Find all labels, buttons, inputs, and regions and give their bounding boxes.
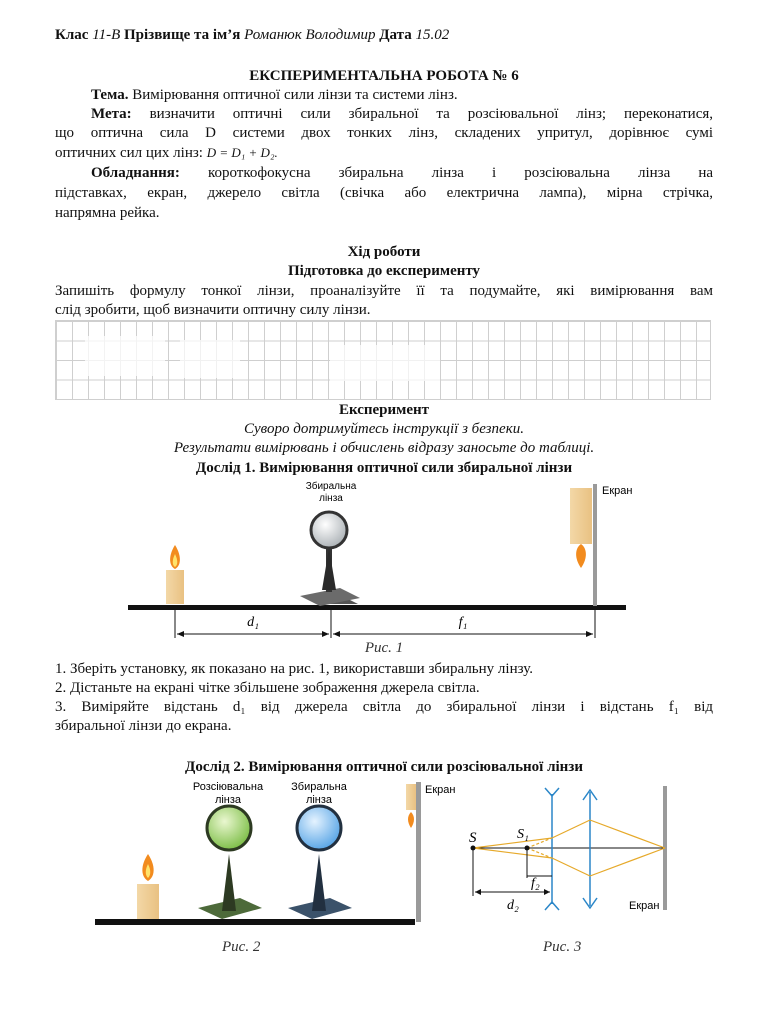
- goal-label: Мета:: [91, 106, 132, 122]
- date-value: 15.02: [415, 27, 450, 43]
- procedure-title: Хід роботи: [347, 244, 421, 260]
- goal-line-1: [55, 105, 713, 124]
- candle-2-icon: [137, 854, 159, 919]
- experiment-title: Експеримент: [338, 402, 430, 418]
- exp2-screen-label: Екран: [425, 784, 456, 796]
- faded-handwriting-3: [330, 345, 440, 381]
- converging-lens-2-icon: [288, 806, 352, 919]
- s1-label: S₁: [517, 827, 529, 842]
- name-label: Прізвище та ім’я: [124, 27, 241, 43]
- equipment-line-1: [55, 164, 713, 183]
- converging-label-1: Збиральна: [291, 781, 347, 793]
- rail: [128, 605, 626, 610]
- goal-formula: D = D₁ + D₂.: [206, 145, 278, 160]
- converging-lens-icon: [300, 512, 360, 606]
- diverging-lens-icon: [198, 806, 262, 919]
- topic: [55, 86, 713, 105]
- candle-icon: [166, 545, 184, 604]
- faded-handwriting-2: [180, 340, 240, 378]
- exp1-step-3-line-1: 3. Виміряйте відстань d₁ від джерела світла до збиральної лінзи і відстань f₁ від: [55, 699, 713, 715]
- exp2-title: Дослід 2. Вимірювання оптичної сили розсіювальної лінзи: [185, 759, 583, 775]
- figure-1: [0, 478, 768, 658]
- figure-3-caption: Рис. 3: [543, 939, 582, 955]
- figure-1-caption: Рис. 1: [364, 640, 404, 656]
- exp1-lens-label-1: Збиральна: [305, 481, 357, 492]
- diverging-label-1: Розсіювальна: [192, 781, 264, 793]
- dimension-lines: [175, 610, 595, 638]
- exp1-lens-label-2: лінза: [319, 493, 343, 504]
- goal-text-1: визначити оптичні сили збиральної та розсіювальної лінз; переконатися,: [149, 106, 713, 122]
- exp1-title: Дослід 1. Вимірювання оптичної сили збиральної лінзи: [195, 460, 573, 476]
- equipment-line-3: напрямна рейка.: [55, 205, 160, 221]
- goal-line-2: що оптична сила D системи двох тонких лінз, складених упритул, дорівнює сумі: [55, 125, 713, 141]
- preparation-line-2: слід зробити, щоб визначити оптичну силу лінзи.: [55, 302, 371, 318]
- screen-2-icon: [406, 782, 421, 922]
- equipment-text-1: короткофокусна збиральна лінза і розсіювальна лінза на: [207, 165, 714, 181]
- results-note: Результати вимірювань і обчислень відразу заносьте до таблиці.: [173, 440, 595, 456]
- goal-text-3: оптичних сил цих лінз:: [55, 145, 203, 161]
- safety-note: Суворо дотримуйтесь інструкції з безпеки.: [244, 421, 524, 437]
- exp1-step-2: 2. Дістаньте на екрані чітке збільшене зображення джерела світла.: [55, 680, 480, 696]
- class-label: Клас: [55, 27, 89, 43]
- equipment-line-2: підставках, екран, джерело світла (свічка або електрична лампа), мірна стрічка,: [55, 185, 713, 201]
- figure-2: [0, 776, 456, 936]
- diverging-label-2: лінза: [214, 794, 242, 806]
- exp1-step-1: 1. Зберіть установку, як показано на рис. 1, використавши збиральну лінзу.: [55, 661, 533, 677]
- topic-text: Вимірювання оптичної сили лінзи та системи лінз.: [132, 87, 458, 103]
- date-label: Дата: [379, 27, 412, 43]
- s-label: S: [469, 830, 477, 846]
- figure-2-caption: Рис. 2: [222, 939, 261, 955]
- name-value: Романюк Володимир: [244, 27, 376, 43]
- fig3-dimensions: [473, 848, 552, 896]
- exp1-screen-label: Екран: [602, 485, 633, 497]
- goal-line-3: [55, 143, 713, 163]
- converging-label-2: лінза: [305, 794, 333, 806]
- converging-lens-symbol: [583, 790, 597, 908]
- rail-2: [95, 919, 415, 925]
- preparation-title: Підготовка до експерименту: [287, 263, 481, 279]
- screen-icon: [570, 484, 597, 606]
- figure-3: [455, 778, 685, 928]
- header-line: [55, 26, 713, 45]
- page-title: ЕКСПЕРИМЕНТАЛЬНА РОБОТА № 6: [249, 68, 519, 84]
- exp1-step-3-line-2: збиральної лінзи до екрана.: [55, 718, 232, 734]
- class-value: 11-В: [92, 27, 121, 43]
- preparation-line-1: Запишіть формулу тонкої лінзи, проаналізуйте її та подумайте, які вимірювання вам: [55, 283, 713, 299]
- d2-label: d₂: [507, 898, 519, 913]
- d1-label: d₁: [247, 615, 259, 630]
- equipment-label: Обладнання:: [91, 165, 180, 181]
- faded-handwriting: [85, 336, 165, 376]
- fig3-screen-label: Екран: [629, 900, 660, 912]
- topic-label: Тема.: [91, 87, 129, 103]
- f2-label: f₂: [531, 876, 540, 891]
- f1-label: f₁: [458, 615, 468, 630]
